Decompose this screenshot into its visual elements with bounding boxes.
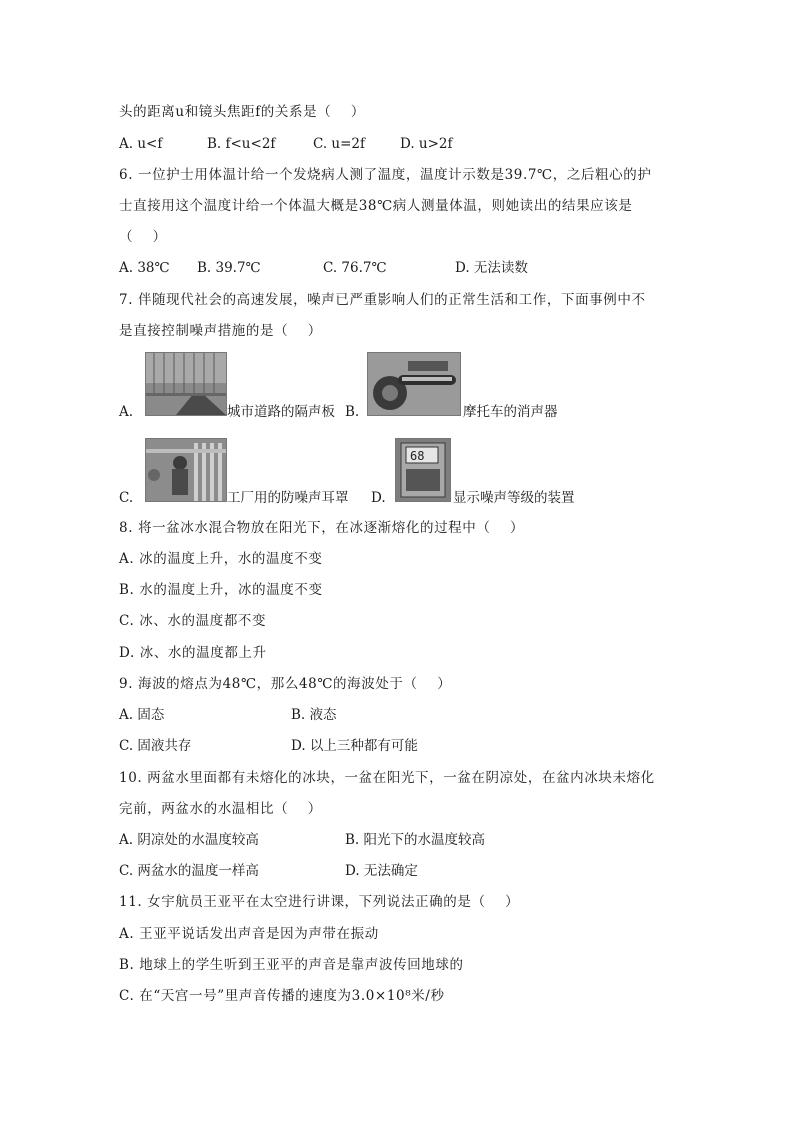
- q11-option-a: A. 王亚平说话发出声音是因为声带在振动: [119, 926, 379, 942]
- q5-option-c: C. u=2f: [313, 136, 366, 152]
- q11-stem: 11. 女宇航员王亚平在太空进行讲课，下列说法正确的是（ ）: [119, 894, 520, 910]
- noise-meter-photo: [395, 438, 451, 502]
- q5-option-a: A. u<f: [119, 136, 163, 152]
- q11-option-b: B. 地球上的学生听到王亚平的声音是靠声波传回地球的: [119, 957, 464, 973]
- q8-option-a: A. 冰的温度上升，水的温度不变: [119, 551, 323, 567]
- q7-option-d-letter: D.: [371, 490, 386, 506]
- q6-stem-line-1: 6. 一位护士用体温计给一个发烧病人测了温度，温度计示数是39.7℃，之后粗心的护: [119, 167, 652, 183]
- q7-option-c-text: 工厂用的防噪声耳罩: [227, 490, 349, 506]
- q9-option-a: A. 固态: [119, 707, 165, 723]
- q9-option-d: D. 以上三种都有可能: [291, 738, 418, 754]
- q7-option-d-text: 显示噪声等级的装置: [453, 490, 575, 506]
- q9-stem: 9. 海波的熔点为48℃，那么48℃的海波处于（ ）: [119, 676, 452, 692]
- q6-option-d: D. 无法读数: [455, 260, 528, 276]
- motorcycle-muffler-photo: [367, 352, 461, 416]
- q6-option-a: A. 38℃: [119, 260, 170, 276]
- q11-option-c: C. 在“天宫一号”里声音传播的速度为3.0×10⁸米/秒: [119, 988, 445, 1004]
- q7-option-a-text: 城市道路的隔声板: [227, 404, 335, 420]
- q6-option-b: B. 39.7℃: [197, 260, 261, 276]
- q7-picture-row-1: [119, 352, 679, 422]
- q7-option-b-text: 摩托车的消声器: [463, 404, 558, 420]
- q7-stem-line-1: 7. 伴随现代社会的高速发展，噪声已严重影响人们的正常生活和工作，下面事例中不: [119, 292, 646, 308]
- q6-stem-line-2: 士直接用这个温度计给一个体温大概是38℃病人测量体温，则她读出的结果应该是: [119, 198, 633, 214]
- q7-option-b-letter: B.: [345, 404, 360, 420]
- q8-option-d: D. 冰、水的温度都上升: [119, 645, 267, 661]
- q10-stem-line-1: 10. 两盆水里面都有未熔化的冰块，一盆在阳光下，一盆在阴凉处，在盆内冰块未熔化: [119, 770, 655, 786]
- q7-picture-row-2: [119, 438, 679, 508]
- q7-option-a-letter: A.: [119, 404, 134, 420]
- q10-stem-line-2: 完前，两盆水的水温相比（ ）: [119, 801, 322, 817]
- q10-option-d: D. 无法确定: [345, 863, 418, 879]
- q7-option-c-letter: C.: [119, 490, 134, 506]
- q8-option-c: C. 冰、水的温度都不变: [119, 613, 267, 629]
- q6-option-c: C. 76.7℃: [323, 260, 387, 276]
- q10-option-b: B. 阳光下的水温度较高: [345, 832, 486, 848]
- noise-meter-reading: 68: [410, 449, 425, 463]
- factory-earmuffs-photo: [145, 438, 227, 502]
- q7-stem-line-2: 是直接控制噪声措施的是（ ）: [119, 323, 322, 339]
- q5-stem-tail: 头的距离u和镜头焦距f的关系是（ ）: [119, 104, 365, 120]
- q9-option-c: C. 固液共存: [119, 738, 192, 754]
- q5-option-b: B. f<u<2f: [207, 136, 276, 152]
- q8-stem: 8. 将一盆冰水混合物放在阳光下，在冰逐渐熔化的过程中（ ）: [119, 520, 525, 536]
- q8-option-b: B. 水的温度上升，冰的温度不变: [119, 582, 323, 598]
- q10-option-c: C. 两盆水的温度一样高: [119, 863, 259, 879]
- q9-option-b: B. 液态: [291, 707, 337, 723]
- sound-barrier-photo: [145, 352, 227, 416]
- q6-stem-line-3: （ ）: [119, 229, 167, 245]
- q10-option-a: A. 阴凉处的水温度较高: [119, 832, 259, 848]
- q5-option-d: D. u>2f: [400, 136, 453, 152]
